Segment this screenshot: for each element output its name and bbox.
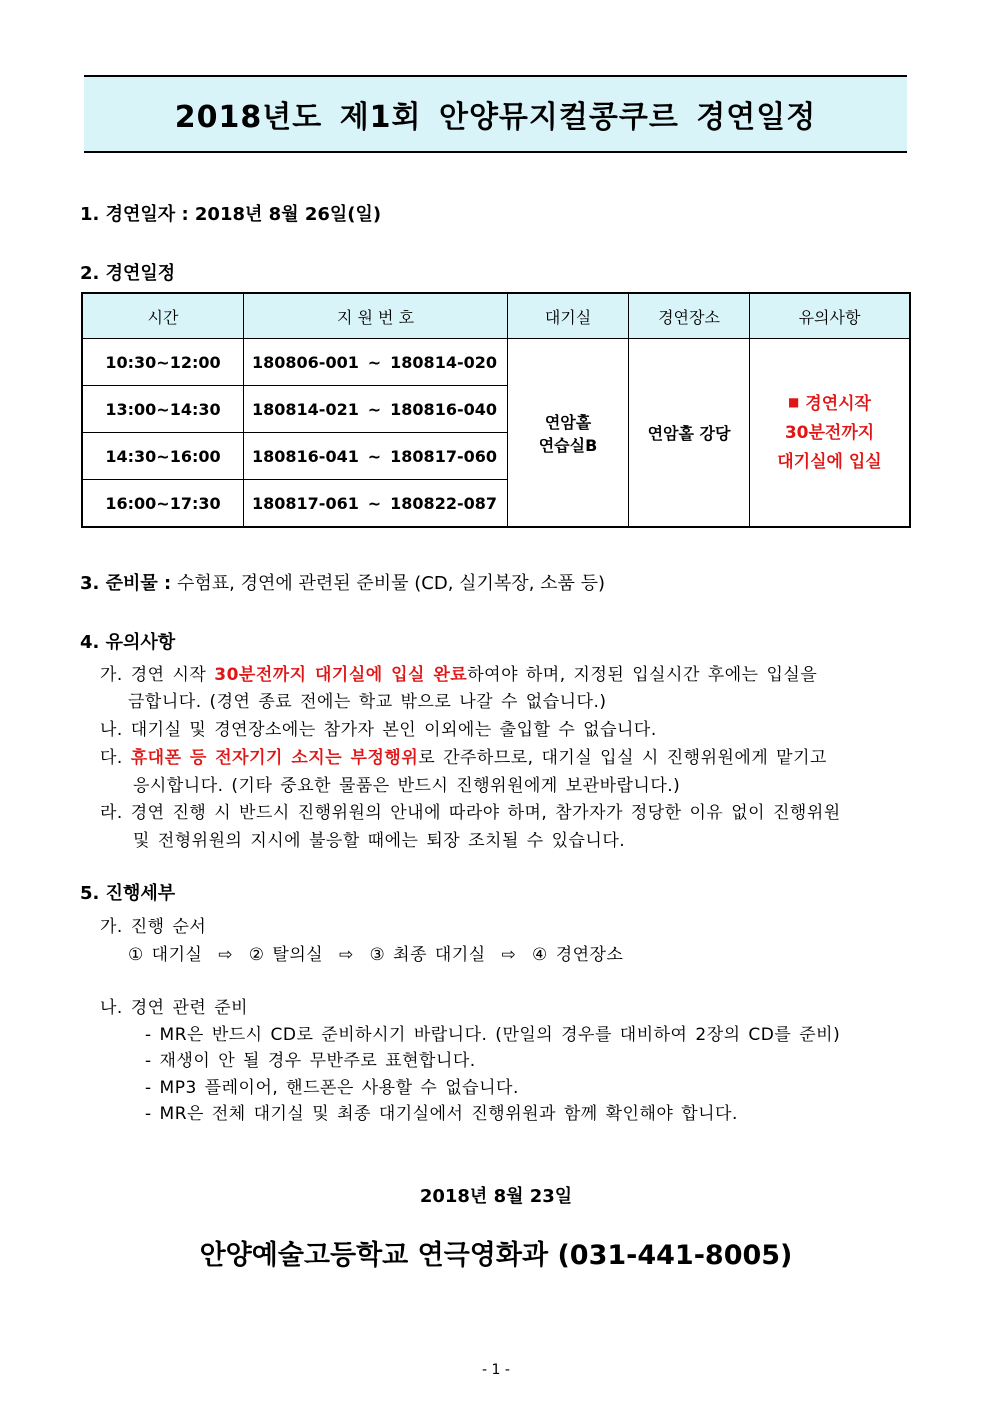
header-number: 지 원 번 호 — [244, 293, 508, 339]
notes-cell: ■ 경연시작 30분전까지 대기실에 입실 — [750, 339, 911, 528]
section1-heading: 1. 경연일자 : 2018년 8월 26일(일) — [80, 204, 382, 225]
page-title: 2018년도 제1회 안양뮤지컬콩쿠르 경연일정 — [84, 75, 907, 153]
list-item: - MR은 반드시 CD로 준비하시기 바랍니다. (만일의 경우를 대비하여 2장의 CD를 준비) — [145, 1025, 841, 1045]
header-waiting-room: 대기실 — [508, 293, 629, 339]
number-cell: 180806-001 ~ 180814-020 — [244, 339, 508, 386]
table-header-row — [82, 293, 910, 339]
rule-ra-line2: 및 전형위원의 지시에 불응할 때에는 퇴장 조치될 수 있습니다. — [133, 831, 626, 851]
list-item: - MR은 전체 대기실 및 최종 대기실에서 진행위원과 함께 확인해야 합니다. — [145, 1104, 738, 1124]
number-cell: 180814-021 ~ 180816-040 — [244, 386, 508, 433]
rule-ga: 가. 경연 시작 30분전까지 대기실에 입실 완료하여야 하며, 지정된 입실시간 후에는 입실을 — [100, 665, 818, 685]
progress-order: ① 대기실 ⇨ ② 탈의실 ⇨ ③ 최종 대기실 ⇨ ④ 경연장소 — [128, 945, 624, 965]
bullet-square-icon: ■ — [788, 395, 800, 409]
rule-ra: 라. 경연 진행 시 반드시 진행위원의 안내에 따라야 하며, 참가자가 정당한 이유 없이 진행위원 — [100, 803, 841, 823]
header-notes: 유의사항 — [750, 293, 911, 339]
progress-na: 나. 경연 관련 준비 — [100, 998, 249, 1018]
rule-na: 나. 대기실 및 경연장소에는 참가자 본인 이외에는 출입할 수 없습니다. — [100, 720, 657, 740]
venue-cell: 연암홀 강당 — [629, 339, 750, 528]
time-cell: 14:30~16:00 — [82, 433, 244, 480]
page-number: - 1 - — [482, 1362, 510, 1378]
waiting-room-cell: 연암홀 연습실B — [508, 339, 629, 528]
list-item: - MP3 플레이어, 핸드폰은 사용할 수 없습니다. — [145, 1078, 519, 1098]
section2-heading: 2. 경연일정 — [80, 263, 176, 284]
rule-ga-line2: 금합니다. (경연 종료 전에는 학교 밖으로 나갈 수 없습니다.) — [128, 692, 607, 712]
section4-heading: 4. 유의사항 — [80, 632, 176, 653]
section3-text: 수험표, 경연에 관련된 준비물 (CD, 실기복장, 소품 등) — [171, 573, 606, 594]
number-cell: 180817-061 ~ 180822-087 — [244, 480, 508, 528]
schedule-table — [81, 292, 911, 528]
list-item: - 재생이 안 될 경우 무반주로 표현합니다. — [145, 1051, 476, 1071]
progress-ga: 가. 진행 순서 — [100, 917, 207, 937]
section5-heading: 5. 진행세부 — [80, 883, 176, 904]
time-cell: 16:00~17:30 — [82, 480, 244, 528]
rule-da-line2: 응시합니다. (기타 중요한 물품은 반드시 진행위원에게 보관바랍니다.) — [133, 776, 681, 796]
number-cell: 180816-041 ~ 180817-060 — [244, 433, 508, 480]
organization-contact: 안양예술고등학교 연극영화과 (031-441-8005) — [199, 1240, 793, 1271]
header-venue: 경연장소 — [629, 293, 750, 339]
time-cell: 10:30~12:00 — [82, 339, 244, 386]
section3-heading: 3. 준비물 : 수험표, 경연에 관련된 준비물 (CD, 실기복장, 소품 등) — [80, 573, 606, 594]
time-cell: 13:00~14:30 — [82, 386, 244, 433]
rule-da: 다. 휴대폰 등 전자기기 소지는 부정행위로 간주하므로, 대기실 입실 시 진행위원에게 맡기고 — [100, 748, 827, 768]
document-date: 2018년 8월 23일 — [419, 1186, 573, 1207]
header-time: 시간 — [82, 293, 244, 339]
table-row — [82, 339, 910, 386]
